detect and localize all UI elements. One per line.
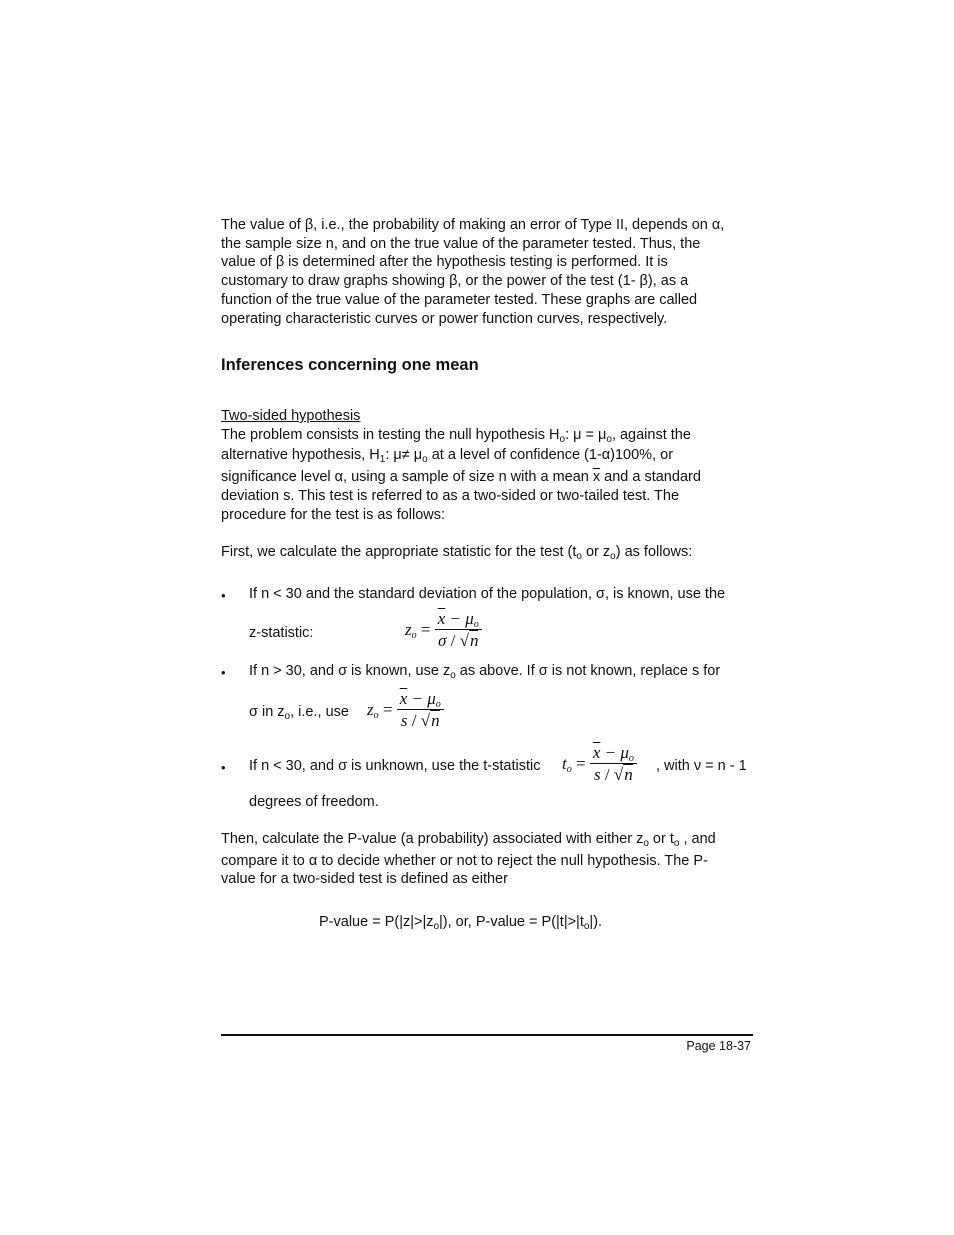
section-heading: Inferences concerning one mean: [221, 356, 479, 374]
bullet-1-label: z-statistic:: [249, 625, 314, 641]
bullet-1-text: If n < 30 and the standard deviation of the population, σ, is known, use the: [249, 586, 726, 602]
text-line: deviation s. This test is referred to as a two-sided or two-tailed test. The: [221, 487, 680, 504]
page-number: Page 18-37: [686, 1039, 751, 1053]
text-line: value of β is determined after the hypothesis testing is performed. It is: [221, 254, 668, 271]
text-line: The problem consists in testing the null hypothesis $H_o$: $\mu = \mu_o$, against the: [221, 426, 691, 445]
bullet-3-dof: , with ν = n - 1: [656, 758, 747, 774]
bullet-icon: •: [221, 760, 226, 775]
t-statistic-formula: $t_o$ = $\frac{\overline{x} - \mu_o}{s / √n}$: [562, 744, 637, 784]
pvalue-paragraph: [221, 830, 753, 889]
text-line: procedure for the test is as follows:: [221, 506, 446, 523]
text-line: The value of β, i.e., the probability of making an error of Type II, depends on α,: [221, 217, 725, 233]
footer-rule: [221, 1034, 753, 1036]
statistic-intro: First, we calculate the appropriate statistic for the test ($t_o$ or $z_o$) as follows:: [221, 544, 693, 562]
text-line: operating characteristic curves or power function curves, respectively.: [221, 310, 668, 327]
bullet-2-label: σ in $z_o$, i.e., use: [249, 704, 349, 722]
text-line: alternative hypothesis, $H_1$: $\mu\ne \mu_o$ at a level of confidence (1-α)100%, or: [221, 447, 674, 466]
subheading: Two-sided hypothesis: [221, 408, 361, 424]
bullet-2-text: If n > 30, and σ is known, use $z_o$ as above. If σ is not known, replace s for: [249, 663, 721, 681]
z-statistic-formula: $z_o$ = $\frac{\overline{x} - \mu_o}{\sigma / √n}$: [405, 610, 482, 650]
text-line: the sample size n, and on the true value of the parameter tested. Thus, the: [221, 235, 701, 252]
bullet-icon: •: [221, 588, 226, 603]
text-line: Then, calculate the P-value (a probability) associated with either $z_o$ or $t_o$ , and: [221, 831, 716, 849]
x-bar: $\overline{x}$: [592, 469, 601, 486]
two-sided-paragraph: [221, 407, 753, 524]
z-statistic-s-formula: $z_o$ = $\frac{\overline{x} - \mu_o}{s / √n}$: [367, 690, 444, 730]
intro-paragraph: [221, 216, 753, 328]
text-line: significance level α, using a sample of size n with a mean $\overline{x}$ and a standard: [221, 469, 701, 486]
text-line: compare it to α to decide whether or not to reject the null hypothesis. The P-: [221, 852, 708, 869]
bullet-3-label: degrees of freedom.: [249, 794, 379, 810]
bullet-icon: •: [221, 665, 226, 680]
bullet-3-text: If n < 30, and σ is unknown, use the t-statistic: [249, 758, 541, 774]
pvalue-definition: P-value = $P(|z|>|z_o|)$, or, P-value = $P(|t|>|t_o|)$.: [319, 914, 603, 932]
text-line: function of the true value of the parameter tested. These graphs are called: [221, 291, 698, 308]
text-line: value for a two-sided test is defined as either: [221, 871, 508, 888]
text-line: customary to draw graphs showing β, or the power of the test (1- β), as a: [221, 273, 689, 290]
